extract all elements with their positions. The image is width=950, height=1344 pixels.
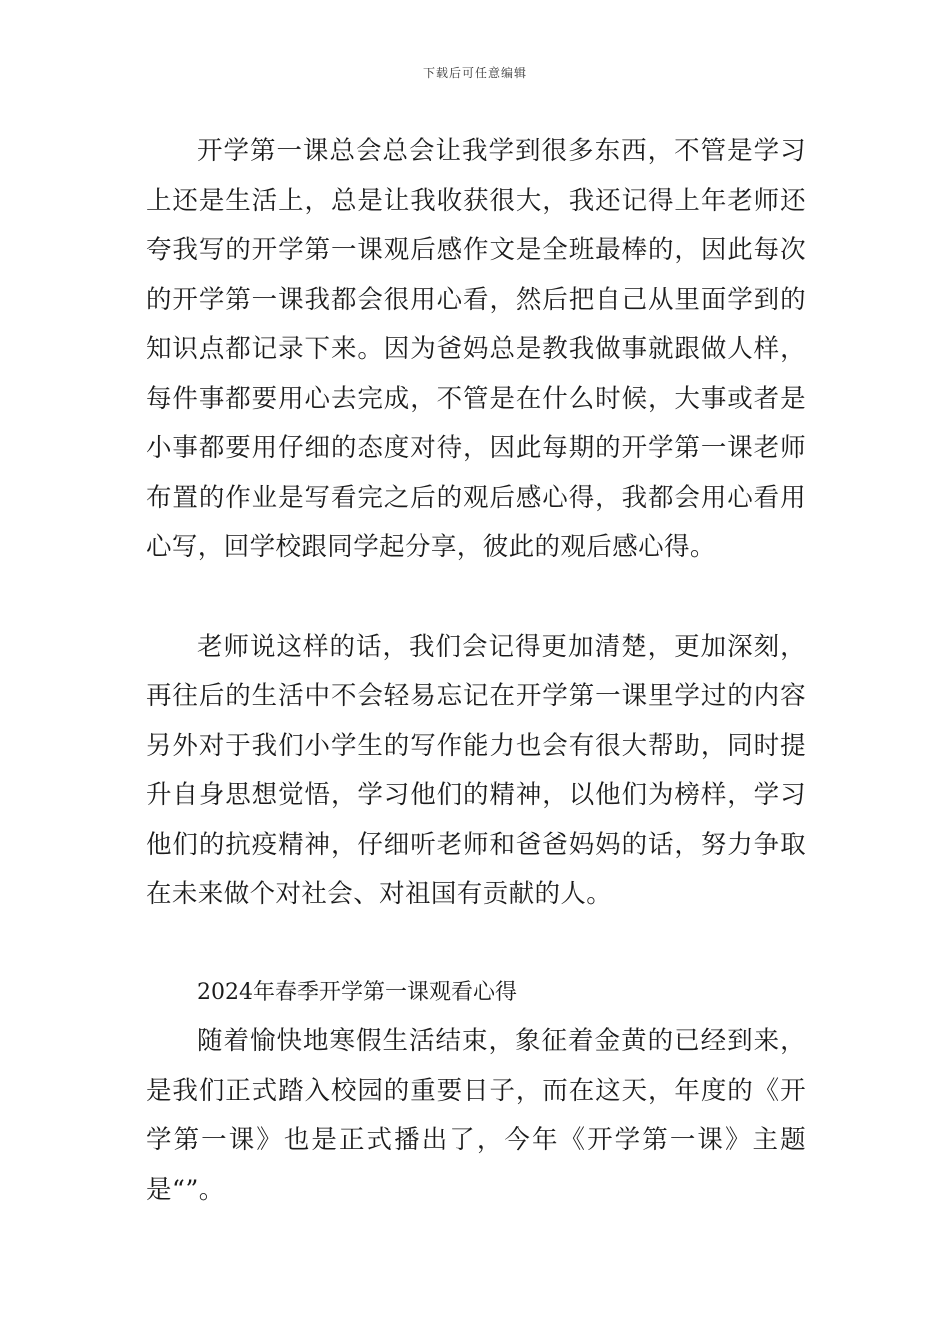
section-paragraph: 随着愉快地寒假生活结束，象征着金黄的已经到来，是我们正式踏入校园的重要日子，而在这天，年度的《开学第一课》也是正式播出了，今年《开学第一课》主题是“”。 — [146, 1026, 806, 1205]
document-body — [146, 127, 806, 1215]
paragraph-1: 开学第一课总会总会让我学到很多东西，不管是学习上还是生活上，总是让我收获很大，我还记得上年老师还夸我写的开学第一课观后感作文是全班最棒的，因此每次的开学第一课我都会很用心看，然后把自己从里面学到的知识点都记录下来。因为爸妈总是教我做事就跟做人样，每件事都要用心去完成，不管是在什么时候，大事或者是小事都要用仔细的态度对待，因此每期的开学第一课老师布置的作业是写看完之后的观后感心得，我都会用心看用心写，回学校跟同学起分享，彼此的观后感心得。 — [146, 136, 806, 562]
section-title: 2024年春季开学第一课观看心得 — [197, 979, 517, 1005]
paragraph-2: 老师说这样的话，我们会记得更加清楚，更加深刻，再往后的生活中不会轻易忘记在开学第一课里学过的内容另外对于我们小学生的写作能力也会有很大帮助，同时提升自身思想觉悟，学习他们的精神，以他们为榜样，学习他们的抗疫精神，仔细听老师和爸爸妈妈的话，努力争取在未来做个对社会、对祖国有贡献的人。 — [146, 631, 806, 909]
page-header: 下载后可任意编辑 — [422, 66, 527, 80]
